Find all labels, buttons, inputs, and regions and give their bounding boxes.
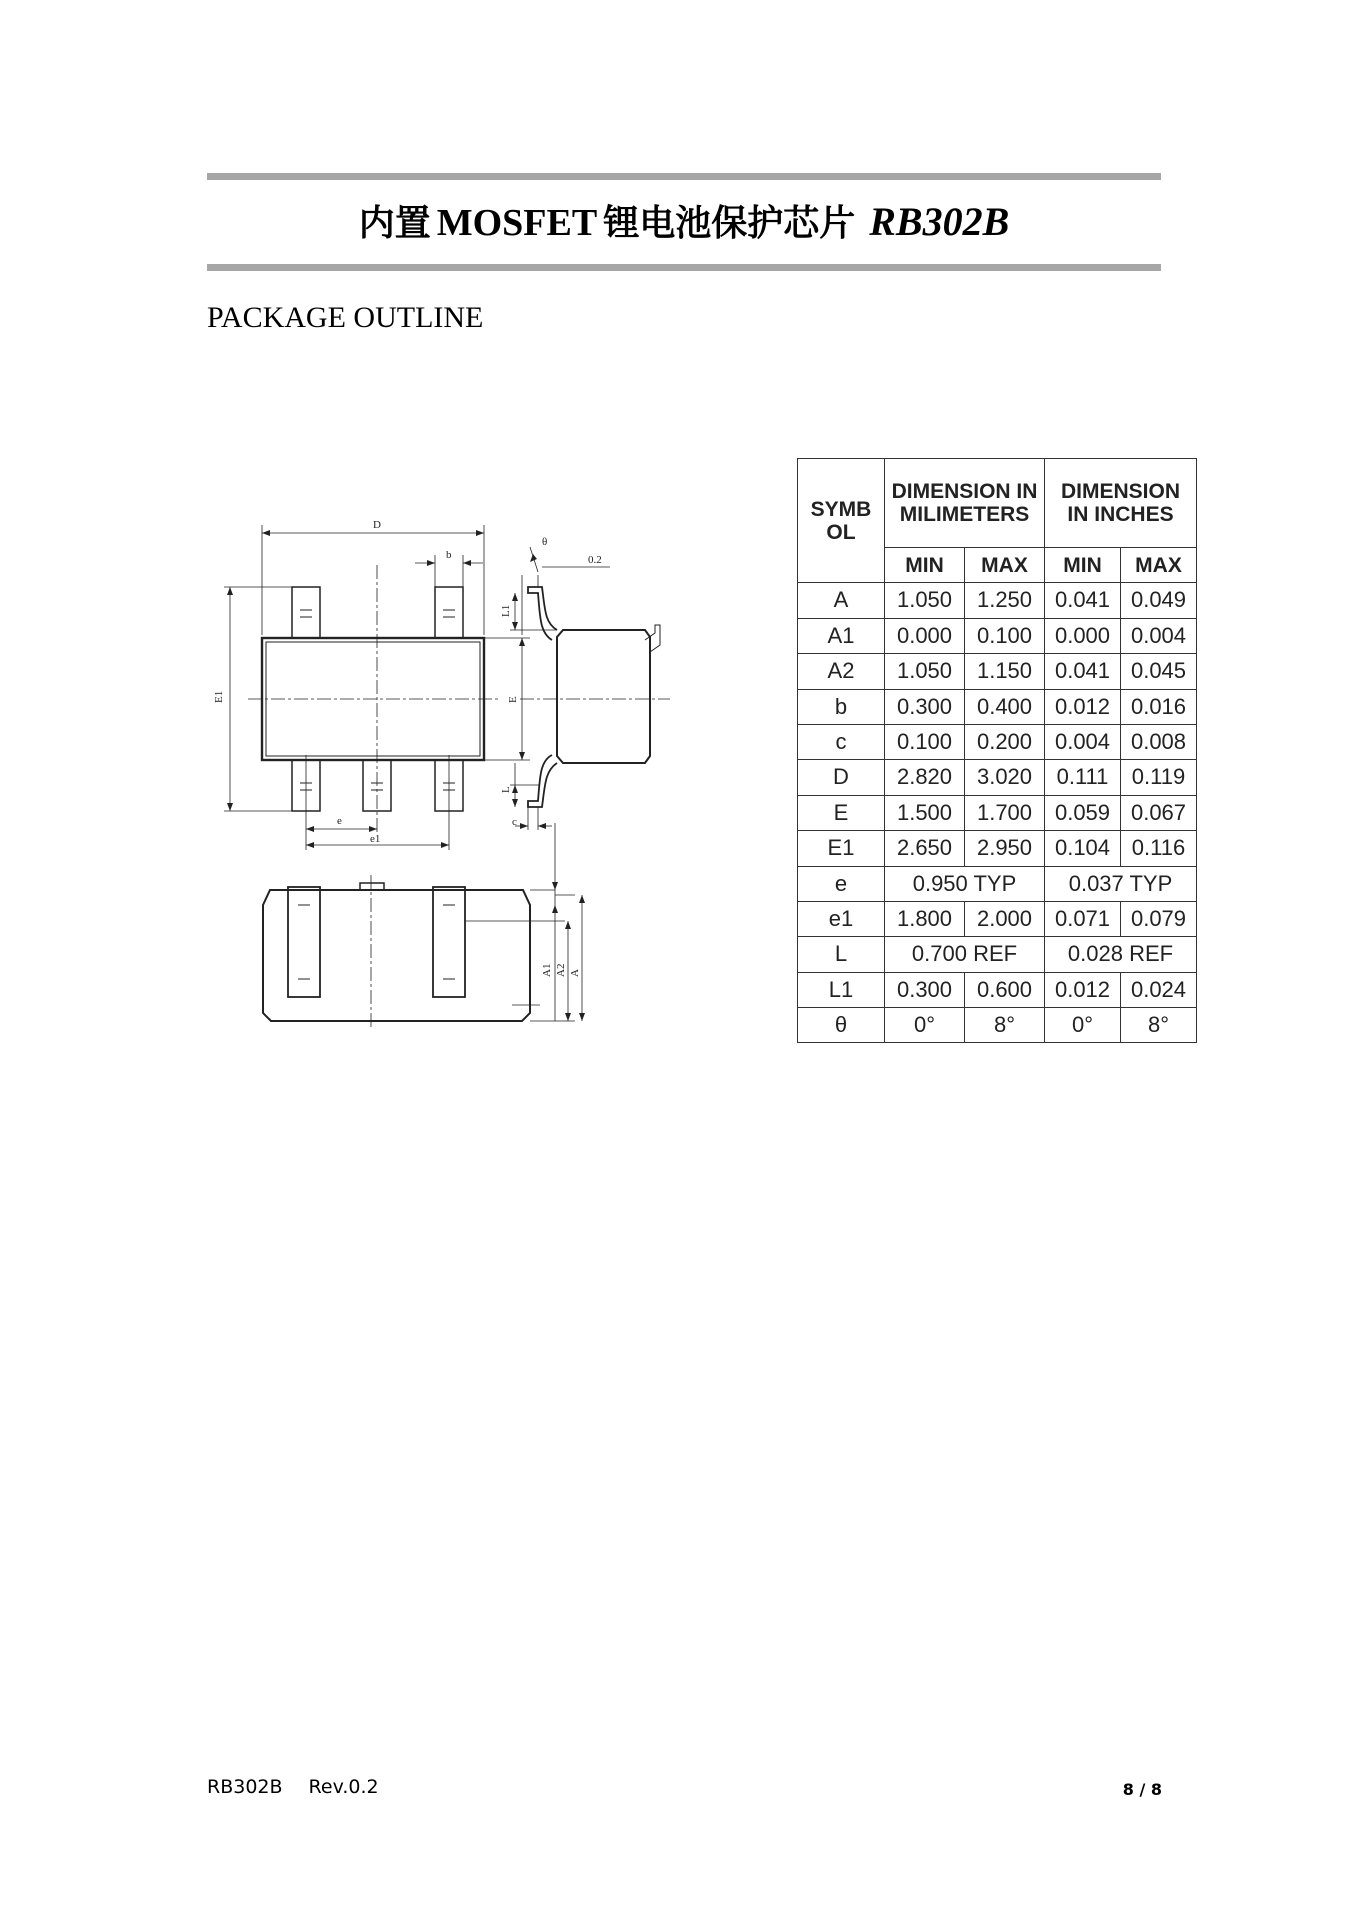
header-symbol: SYMBOL [798, 459, 885, 583]
dim-label-A2: A2 [555, 963, 567, 977]
row-symbol: E [798, 795, 885, 830]
in-min: 0.041 [1045, 654, 1121, 689]
row-symbol: A2 [798, 654, 885, 689]
table-row [798, 866, 1197, 901]
dim-label-theta: θ [542, 536, 548, 548]
in-max: 0.067 [1121, 795, 1197, 830]
table-row [798, 654, 1197, 689]
in-min: 0.012 [1045, 972, 1121, 1007]
mm-max: 1.700 [965, 795, 1045, 830]
mm-min: 0° [885, 1008, 965, 1043]
in-max: 0.079 [1121, 901, 1197, 936]
title-prefix: 内置 [358, 202, 431, 244]
dim-label-D: D [373, 519, 381, 531]
row-symbol: L [798, 937, 885, 972]
dim-label-b: b [446, 549, 452, 561]
row-symbol: L1 [798, 972, 885, 1007]
mm-min: 0.100 [885, 724, 965, 759]
in-ref: 0.028 REF [1045, 937, 1197, 972]
row-symbol: D [798, 760, 885, 795]
title-mosfet: MOSFET [436, 202, 598, 244]
table-row [798, 1008, 1197, 1043]
table-row [798, 795, 1197, 830]
in-min: 0.004 [1045, 724, 1121, 759]
row-symbol: c [798, 724, 885, 759]
header-rule-bottom [207, 264, 1161, 271]
in-min: 0.012 [1045, 689, 1121, 724]
in-min: 0.059 [1045, 795, 1121, 830]
in-min: 0.000 [1045, 618, 1121, 653]
in-min: 0° [1045, 1008, 1121, 1043]
row-symbol: A [798, 583, 885, 618]
mm-min: 1.800 [885, 901, 965, 936]
header-in-min: MIN [1045, 548, 1121, 583]
dim-label-L1: L1 [500, 604, 512, 617]
row-symbol: θ [798, 1008, 885, 1043]
row-symbol: A1 [798, 618, 885, 653]
table-row [798, 618, 1197, 653]
footer-doc-info [207, 1776, 379, 1798]
mm-max: 0.400 [965, 689, 1045, 724]
header-mm: DIMENSION IN MILIMETERS [885, 459, 1045, 548]
part-number: RB302B [869, 199, 1010, 244]
mm-min: 2.650 [885, 831, 965, 866]
in-max: 0.016 [1121, 689, 1197, 724]
in-typ: 0.037 TYP [1045, 866, 1197, 901]
dim-label-L: L [500, 786, 512, 793]
table-row [798, 937, 1197, 972]
footer-doc: RB302B [207, 1776, 283, 1798]
header-rule-top [207, 173, 1161, 180]
table-row [798, 901, 1197, 936]
mm-max: 0.100 [965, 618, 1045, 653]
mm-max: 2.000 [965, 901, 1045, 936]
in-max: 0.024 [1121, 972, 1197, 1007]
section-title: PACKAGE OUTLINE [207, 301, 484, 334]
mm-max: 2.950 [965, 831, 1045, 866]
mm-max: 8° [965, 1008, 1045, 1043]
mm-min: 0.300 [885, 689, 965, 724]
header-mm-max: MAX [965, 548, 1045, 583]
dim-label-e: e [337, 815, 342, 827]
front-view [263, 823, 585, 1030]
table-row [798, 689, 1197, 724]
page-number: 8 / 8 [1122, 1780, 1162, 1799]
in-max: 8° [1121, 1008, 1197, 1043]
mm-max: 1.150 [965, 654, 1045, 689]
header-inches: DIMENSION IN INCHES [1045, 459, 1197, 548]
row-symbol: e [798, 866, 885, 901]
dim-label-E1: E1 [213, 690, 225, 703]
mm-min: 1.050 [885, 654, 965, 689]
mm-max: 1.250 [965, 583, 1045, 618]
footer-rev: Rev.0.2 [308, 1776, 379, 1798]
header-in-max: MAX [1121, 548, 1197, 583]
side-view [500, 536, 670, 830]
dimension-table-body [798, 583, 1197, 1043]
mm-min: 0.000 [885, 618, 965, 653]
in-min: 0.111 [1045, 760, 1121, 795]
dim-label-A: A [569, 969, 581, 977]
table-row [798, 760, 1197, 795]
table-row [798, 831, 1197, 866]
row-symbol: E1 [798, 831, 885, 866]
title-suffix: 锂电池保护芯片 [603, 202, 856, 244]
mm-max: 0.600 [965, 972, 1045, 1007]
mm-typ: 0.950 TYP [885, 866, 1045, 901]
header-mm-min: MIN [885, 548, 965, 583]
top-view [213, 519, 530, 850]
in-max: 0.008 [1121, 724, 1197, 759]
in-max: 0.116 [1121, 831, 1197, 866]
table-row [798, 724, 1197, 759]
document-title [207, 195, 1161, 246]
mm-max: 3.020 [965, 760, 1045, 795]
dim-label-E: E [507, 696, 519, 703]
mm-ref: 0.700 REF [885, 937, 1045, 972]
row-symbol: b [798, 689, 885, 724]
dim-label-A1: A1 [541, 963, 553, 977]
table-row [798, 972, 1197, 1007]
in-max: 0.045 [1121, 654, 1197, 689]
table-row [798, 583, 1197, 618]
mm-min: 2.820 [885, 760, 965, 795]
in-max: 0.004 [1121, 618, 1197, 653]
in-max: 0.119 [1121, 760, 1197, 795]
dimension-table [797, 458, 1197, 1043]
in-min: 0.041 [1045, 583, 1121, 618]
mm-min: 1.050 [885, 583, 965, 618]
in-min: 0.104 [1045, 831, 1121, 866]
mm-min: 0.300 [885, 972, 965, 1007]
in-min: 0.071 [1045, 901, 1121, 936]
in-max: 0.049 [1121, 583, 1197, 618]
dim-label-e1: e1 [370, 833, 381, 845]
mm-max: 0.200 [965, 724, 1045, 759]
dim-label-gauge: 0.2 [588, 554, 602, 566]
row-symbol: e1 [798, 901, 885, 936]
mm-min: 1.500 [885, 795, 965, 830]
package-outline-drawing [200, 505, 760, 1045]
dim-label-c: c [512, 816, 517, 828]
